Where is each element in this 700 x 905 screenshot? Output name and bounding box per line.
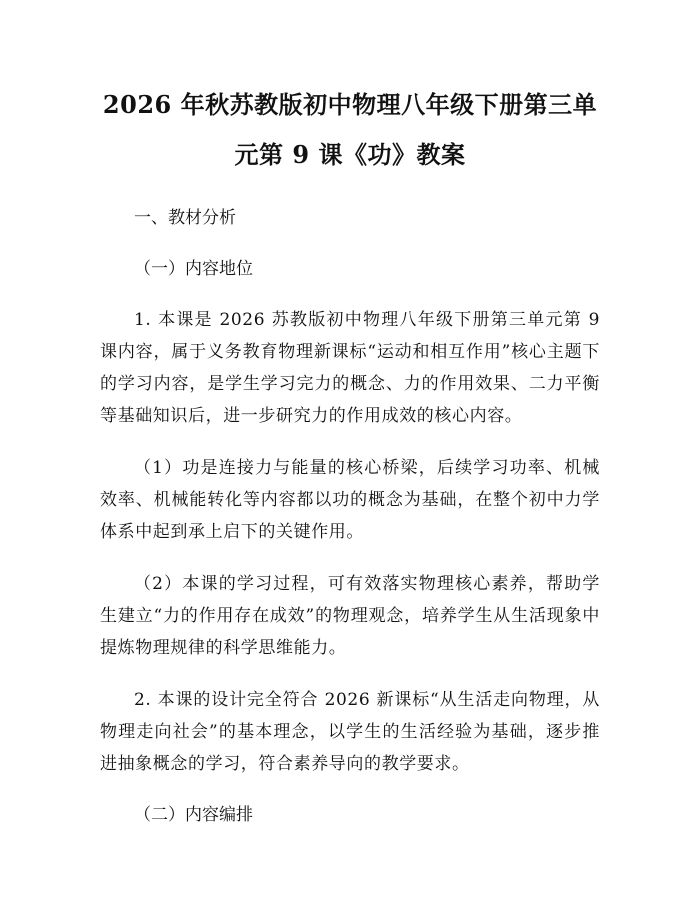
paragraph-1-1: （1）功是连接力与能量的核心桥梁，后续学习功率、机械效率、机械能转化等内容都以功的概念为基础，在整个初中力学体系中起到承上启下的关键作用。 [100, 458, 600, 542]
paragraph-1: 1. 本课是 2026 苏教版初中物理八年级下册第三单元第 9 课内容，属于义务教育物理新课标“运动和相互作用”核心主题下的学习内容，是学生学习完力的概念、力的作用效果、二力平衡等基础知识后，进一步研究力的作用成效的核心内容。 [100, 310, 600, 426]
document-title [100, 0, 600, 180]
section-heading-teaching-material: 一、教材分析 [134, 208, 236, 228]
title-line-2: 元第 9 课《功》教案 [234, 140, 466, 169]
paragraph-2: 2. 本课的设计完全符合 2026 新课标“从生活走向物理，从物理走向社会”的基本理念，以学生的生活经验为基础，逐步推进抽象概念的学习，符合素养导向的教学要求。 [100, 690, 600, 774]
title-line-1: 2026 年秋苏教版初中物理八年级下册第三单 [102, 90, 598, 119]
subsection-heading-content-arrangement: （二）内容编排 [134, 805, 253, 825]
paragraph-1-2: （2）本课的学习过程，可有效落实物理核心素养，帮助学生建立“力的作用存在成效”的物理观念，培养学生从生活现象中提炼物理规律的科学思维能力。 [100, 574, 600, 658]
subsection-heading-content-position: （一）内容地位 [134, 259, 253, 279]
